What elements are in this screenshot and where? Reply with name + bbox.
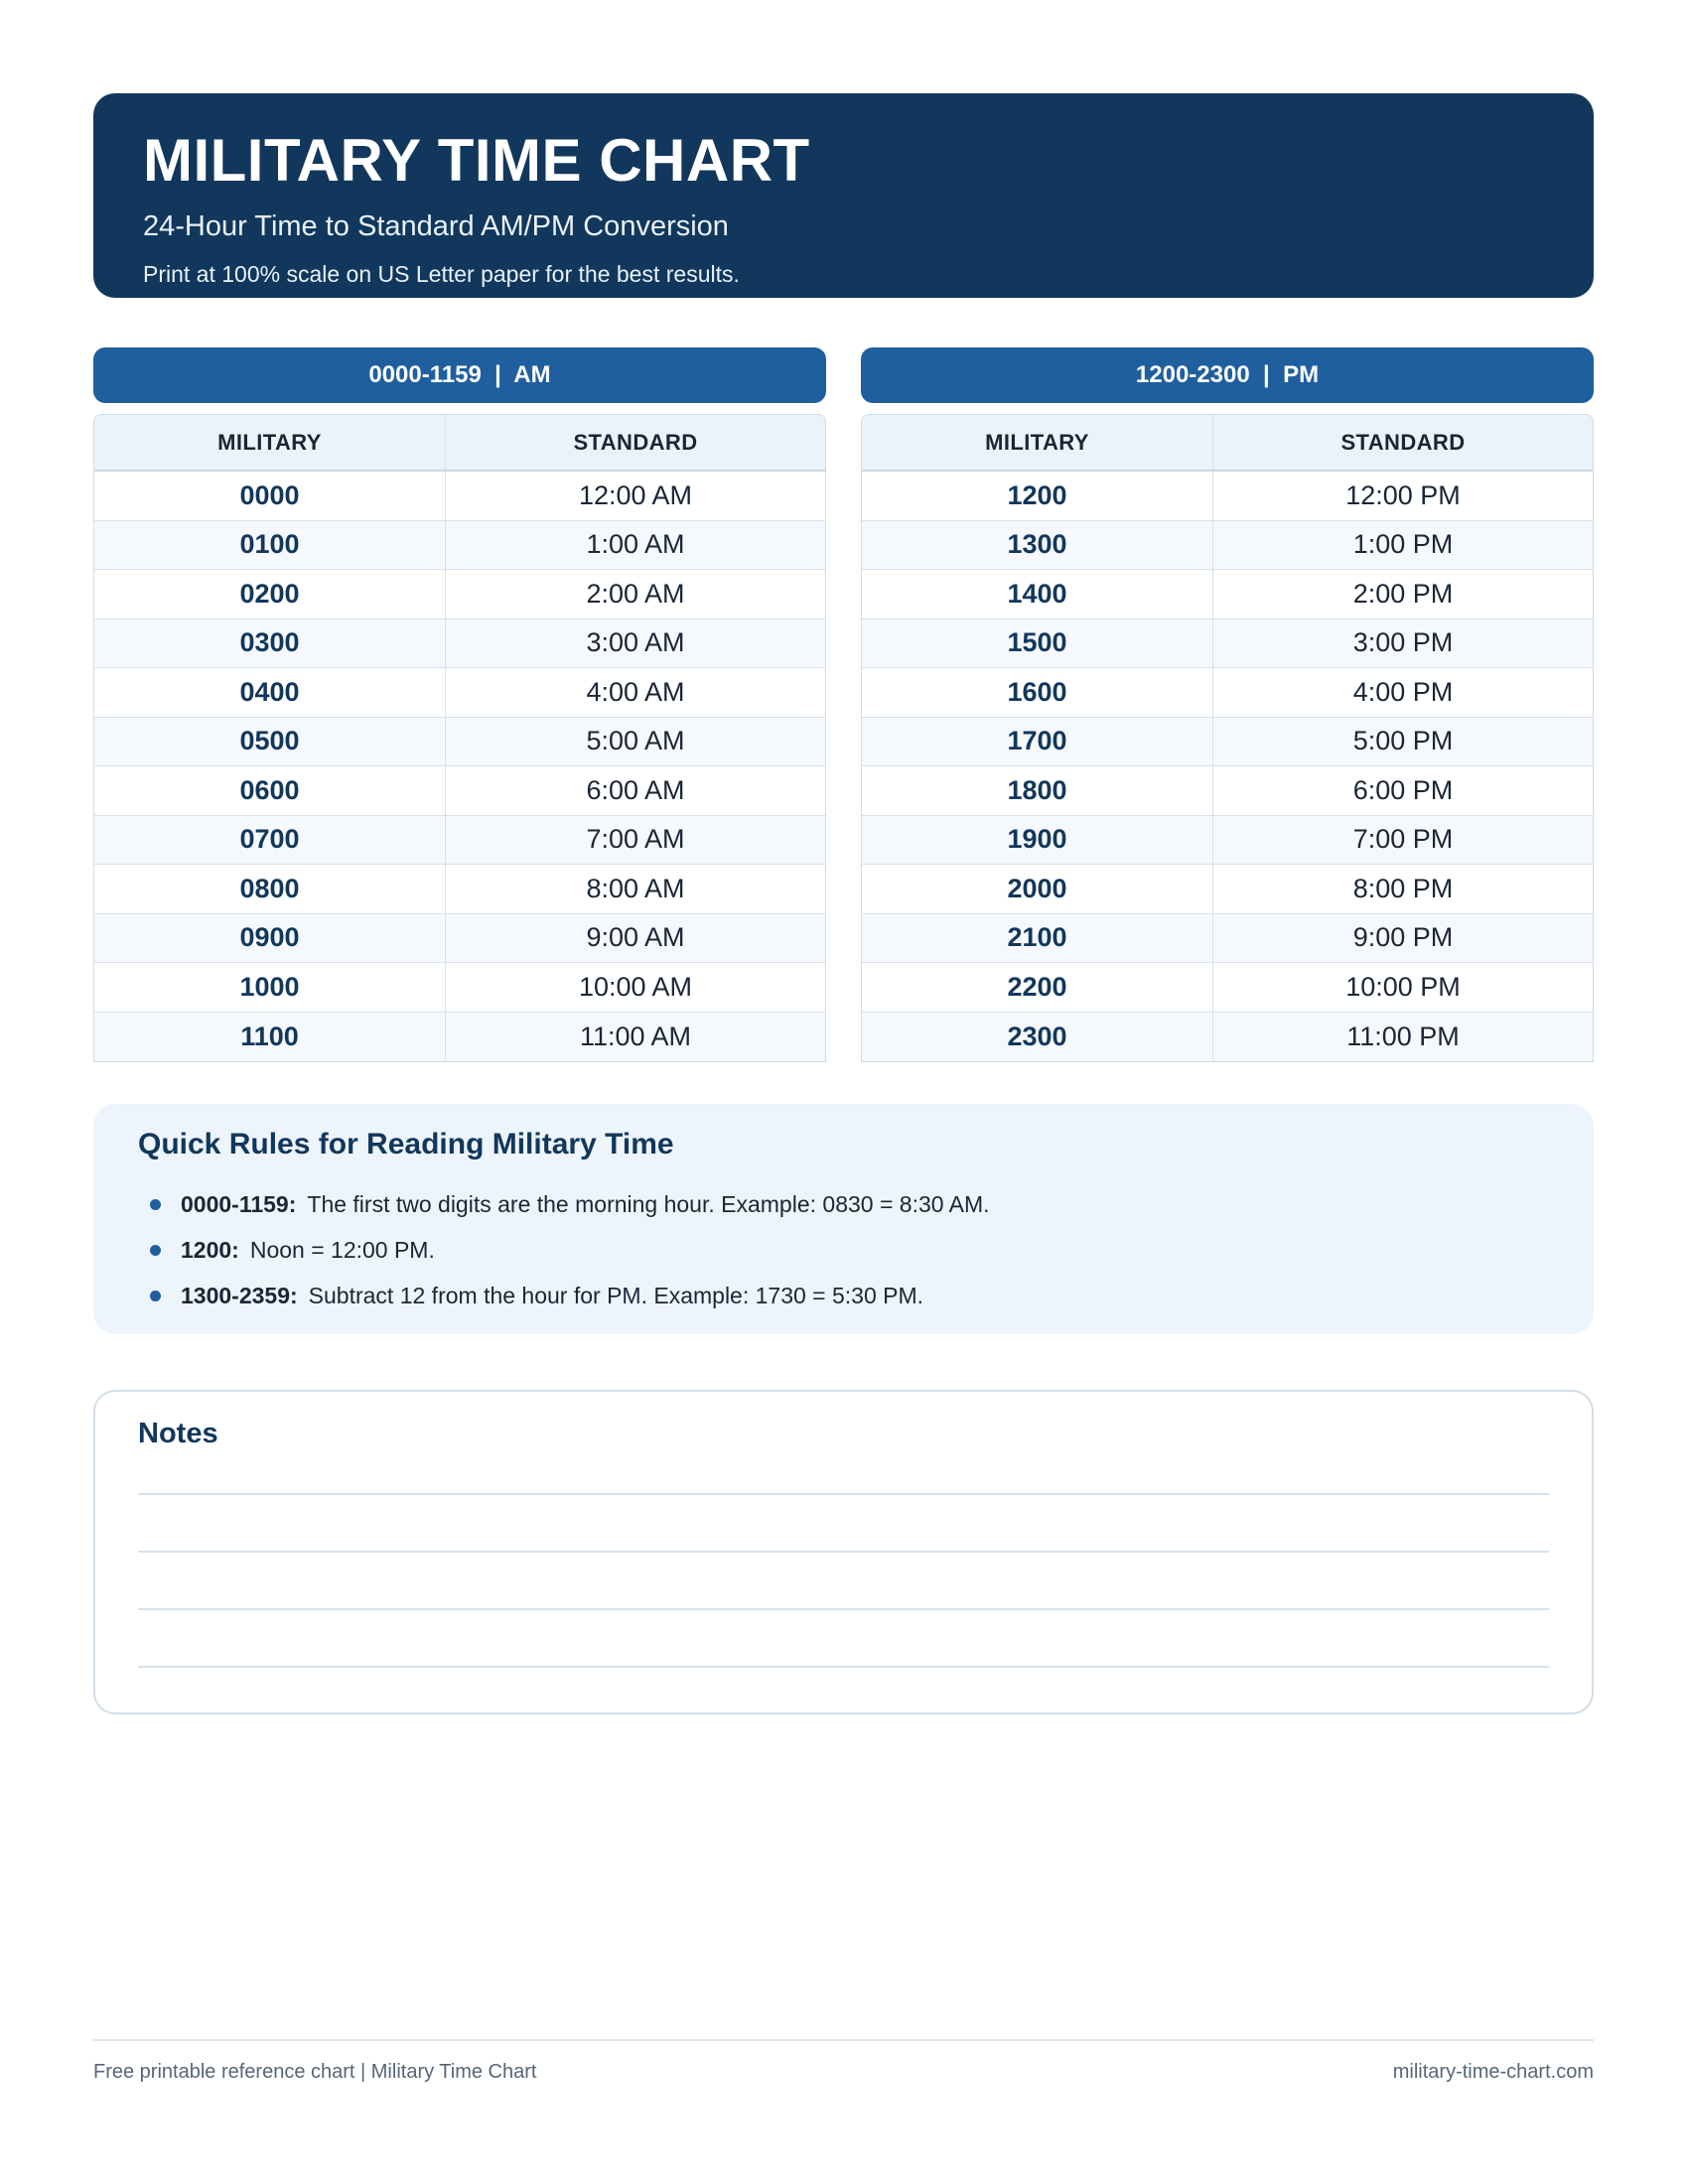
table-row (862, 718, 1593, 767)
bullet-icon (150, 1291, 161, 1301)
pm-table-panel (861, 347, 1594, 1062)
list-item (138, 1227, 1549, 1273)
military-cell: 1300 (862, 521, 1213, 570)
rule-text: The first two digits are the morning hour. Example: 0830 = 8:30 AM. (307, 1190, 990, 1217)
pm-col-military: MILITARY (862, 415, 1213, 470)
table-row (94, 816, 825, 866)
standard-cell: 10:00 PM (1345, 971, 1461, 1002)
pm-table-body (862, 472, 1593, 1061)
military-cell: 2300 (862, 1013, 1213, 1062)
military-cell: 0300 (94, 619, 446, 668)
list-item (138, 1181, 1549, 1227)
standard-cell: 5:00 PM (1352, 726, 1454, 756)
military-cell: 0500 (94, 718, 446, 766)
standard-cell: 7:00 AM (586, 824, 685, 855)
table-row (862, 865, 1593, 914)
bullet-icon (150, 1245, 161, 1256)
table-row (94, 472, 825, 521)
pm-table (861, 414, 1594, 1062)
table-row (862, 521, 1593, 571)
am-table-body (94, 472, 825, 1061)
standard-cell: 10:00 AM (578, 971, 693, 1002)
table-row (862, 619, 1593, 669)
military-cell: 0600 (94, 766, 446, 815)
am-col-standard: STANDARD (573, 429, 698, 455)
standard-cell: 9:00 AM (586, 922, 685, 953)
am-table-header: 0000-1159 | AM (93, 347, 826, 403)
table-row (94, 668, 825, 718)
table-row (862, 570, 1593, 619)
standard-cell: 11:00 AM (579, 1021, 692, 1051)
military-cell: 0200 (94, 570, 446, 618)
quick-rules-heading: Quick Rules for Reading Military Time (138, 1128, 674, 1160)
table-row (862, 766, 1593, 816)
table-row (94, 570, 825, 619)
military-cell: 1600 (862, 668, 1213, 717)
bullet-icon (150, 1199, 161, 1210)
table-row (94, 521, 825, 571)
notes-heading: Notes (138, 1418, 218, 1449)
standard-cell: 11:00 PM (1346, 1021, 1460, 1051)
footer-left-text: Free printable reference chart | Military Time Chart (93, 2061, 537, 2083)
standard-cell: 6:00 PM (1352, 774, 1454, 805)
military-cell: 1200 (862, 472, 1213, 520)
table-row (862, 668, 1593, 718)
table-row (94, 865, 825, 914)
standard-cell: 8:00 PM (1352, 873, 1454, 903)
standard-cell: 7:00 PM (1352, 824, 1454, 855)
standard-cell: 4:00 PM (1352, 676, 1454, 707)
military-cell: 0900 (94, 914, 446, 963)
military-cell: 2100 (862, 914, 1213, 963)
note-line (138, 1608, 1549, 1610)
notes-box (93, 1390, 1594, 1714)
print-note: Print at 100% scale on US Letter paper for the best results. (143, 261, 740, 287)
conversion-tables (93, 347, 1594, 1062)
table-row (862, 816, 1593, 866)
table-row (862, 914, 1593, 964)
am-table-panel (93, 347, 826, 1062)
pm-col-standard: STANDARD (1340, 429, 1466, 455)
standard-cell: 9:00 PM (1352, 922, 1454, 953)
standard-cell: 4:00 AM (586, 676, 685, 707)
pm-table-column-headers (862, 415, 1593, 472)
standard-cell: 2:00 PM (1352, 578, 1454, 609)
note-line (138, 1493, 1549, 1495)
military-cell: 1900 (862, 816, 1213, 865)
standard-cell: 6:00 AM (586, 774, 685, 805)
table-row (862, 1013, 1593, 1062)
table-row (862, 963, 1593, 1013)
header-banner (93, 93, 1594, 298)
standard-cell: 1:00 AM (586, 529, 685, 560)
rule-key: 1200: (181, 1236, 239, 1263)
table-row (862, 472, 1593, 521)
standard-cell: 3:00 AM (586, 627, 685, 658)
military-cell: 1400 (862, 570, 1213, 618)
standard-cell: 5:00 AM (586, 726, 685, 756)
rule-text: Subtract 12 from the hour for PM. Example: 1730 = 5:30 PM. (308, 1282, 924, 1308)
standard-cell: 3:00 PM (1352, 627, 1454, 658)
military-cell: 0100 (94, 521, 446, 570)
military-cell: 1700 (862, 718, 1213, 766)
note-line (138, 1551, 1549, 1553)
list-item (138, 1273, 1549, 1318)
standard-cell: 12:00 PM (1345, 479, 1461, 510)
note-line (138, 1666, 1549, 1668)
military-cell: 2200 (862, 963, 1213, 1012)
page-subtitle: 24-Hour Time to Standard AM/PM Conversion (143, 210, 729, 242)
table-row (94, 718, 825, 767)
military-cell: 0400 (94, 668, 446, 717)
rule-key: 0000-1159: (181, 1190, 297, 1217)
military-cell: 1000 (94, 963, 446, 1012)
quick-rules-box (93, 1104, 1594, 1334)
table-row (94, 963, 825, 1013)
military-cell: 1800 (862, 766, 1213, 815)
am-table (93, 414, 826, 1062)
pm-table-header: 1200-2300 | PM (861, 347, 1594, 403)
standard-cell: 2:00 AM (586, 578, 685, 609)
military-cell: 0700 (94, 816, 446, 865)
table-row (94, 914, 825, 964)
standard-cell: 12:00 AM (578, 479, 693, 510)
rule-key: 1300-2359: (181, 1282, 298, 1308)
standard-cell: 1:00 PM (1352, 529, 1454, 560)
table-row (94, 766, 825, 816)
military-cell: 1100 (94, 1013, 446, 1062)
quick-rules-list (138, 1181, 1549, 1318)
military-cell: 1500 (862, 619, 1213, 668)
rule-text: Noon = 12:00 PM. (249, 1236, 435, 1263)
page-title: MILITARY TIME CHART (143, 127, 810, 194)
footer (93, 2039, 1594, 2084)
table-row (94, 619, 825, 669)
am-table-column-headers (94, 415, 825, 472)
footer-site-link[interactable]: military-time-chart.com (1392, 2061, 1594, 2083)
military-cell: 0800 (94, 865, 446, 913)
military-cell: 0000 (94, 472, 446, 520)
am-col-military: MILITARY (94, 415, 446, 470)
table-row (94, 1013, 825, 1062)
military-cell: 2000 (862, 865, 1213, 913)
standard-cell: 8:00 AM (586, 873, 685, 903)
